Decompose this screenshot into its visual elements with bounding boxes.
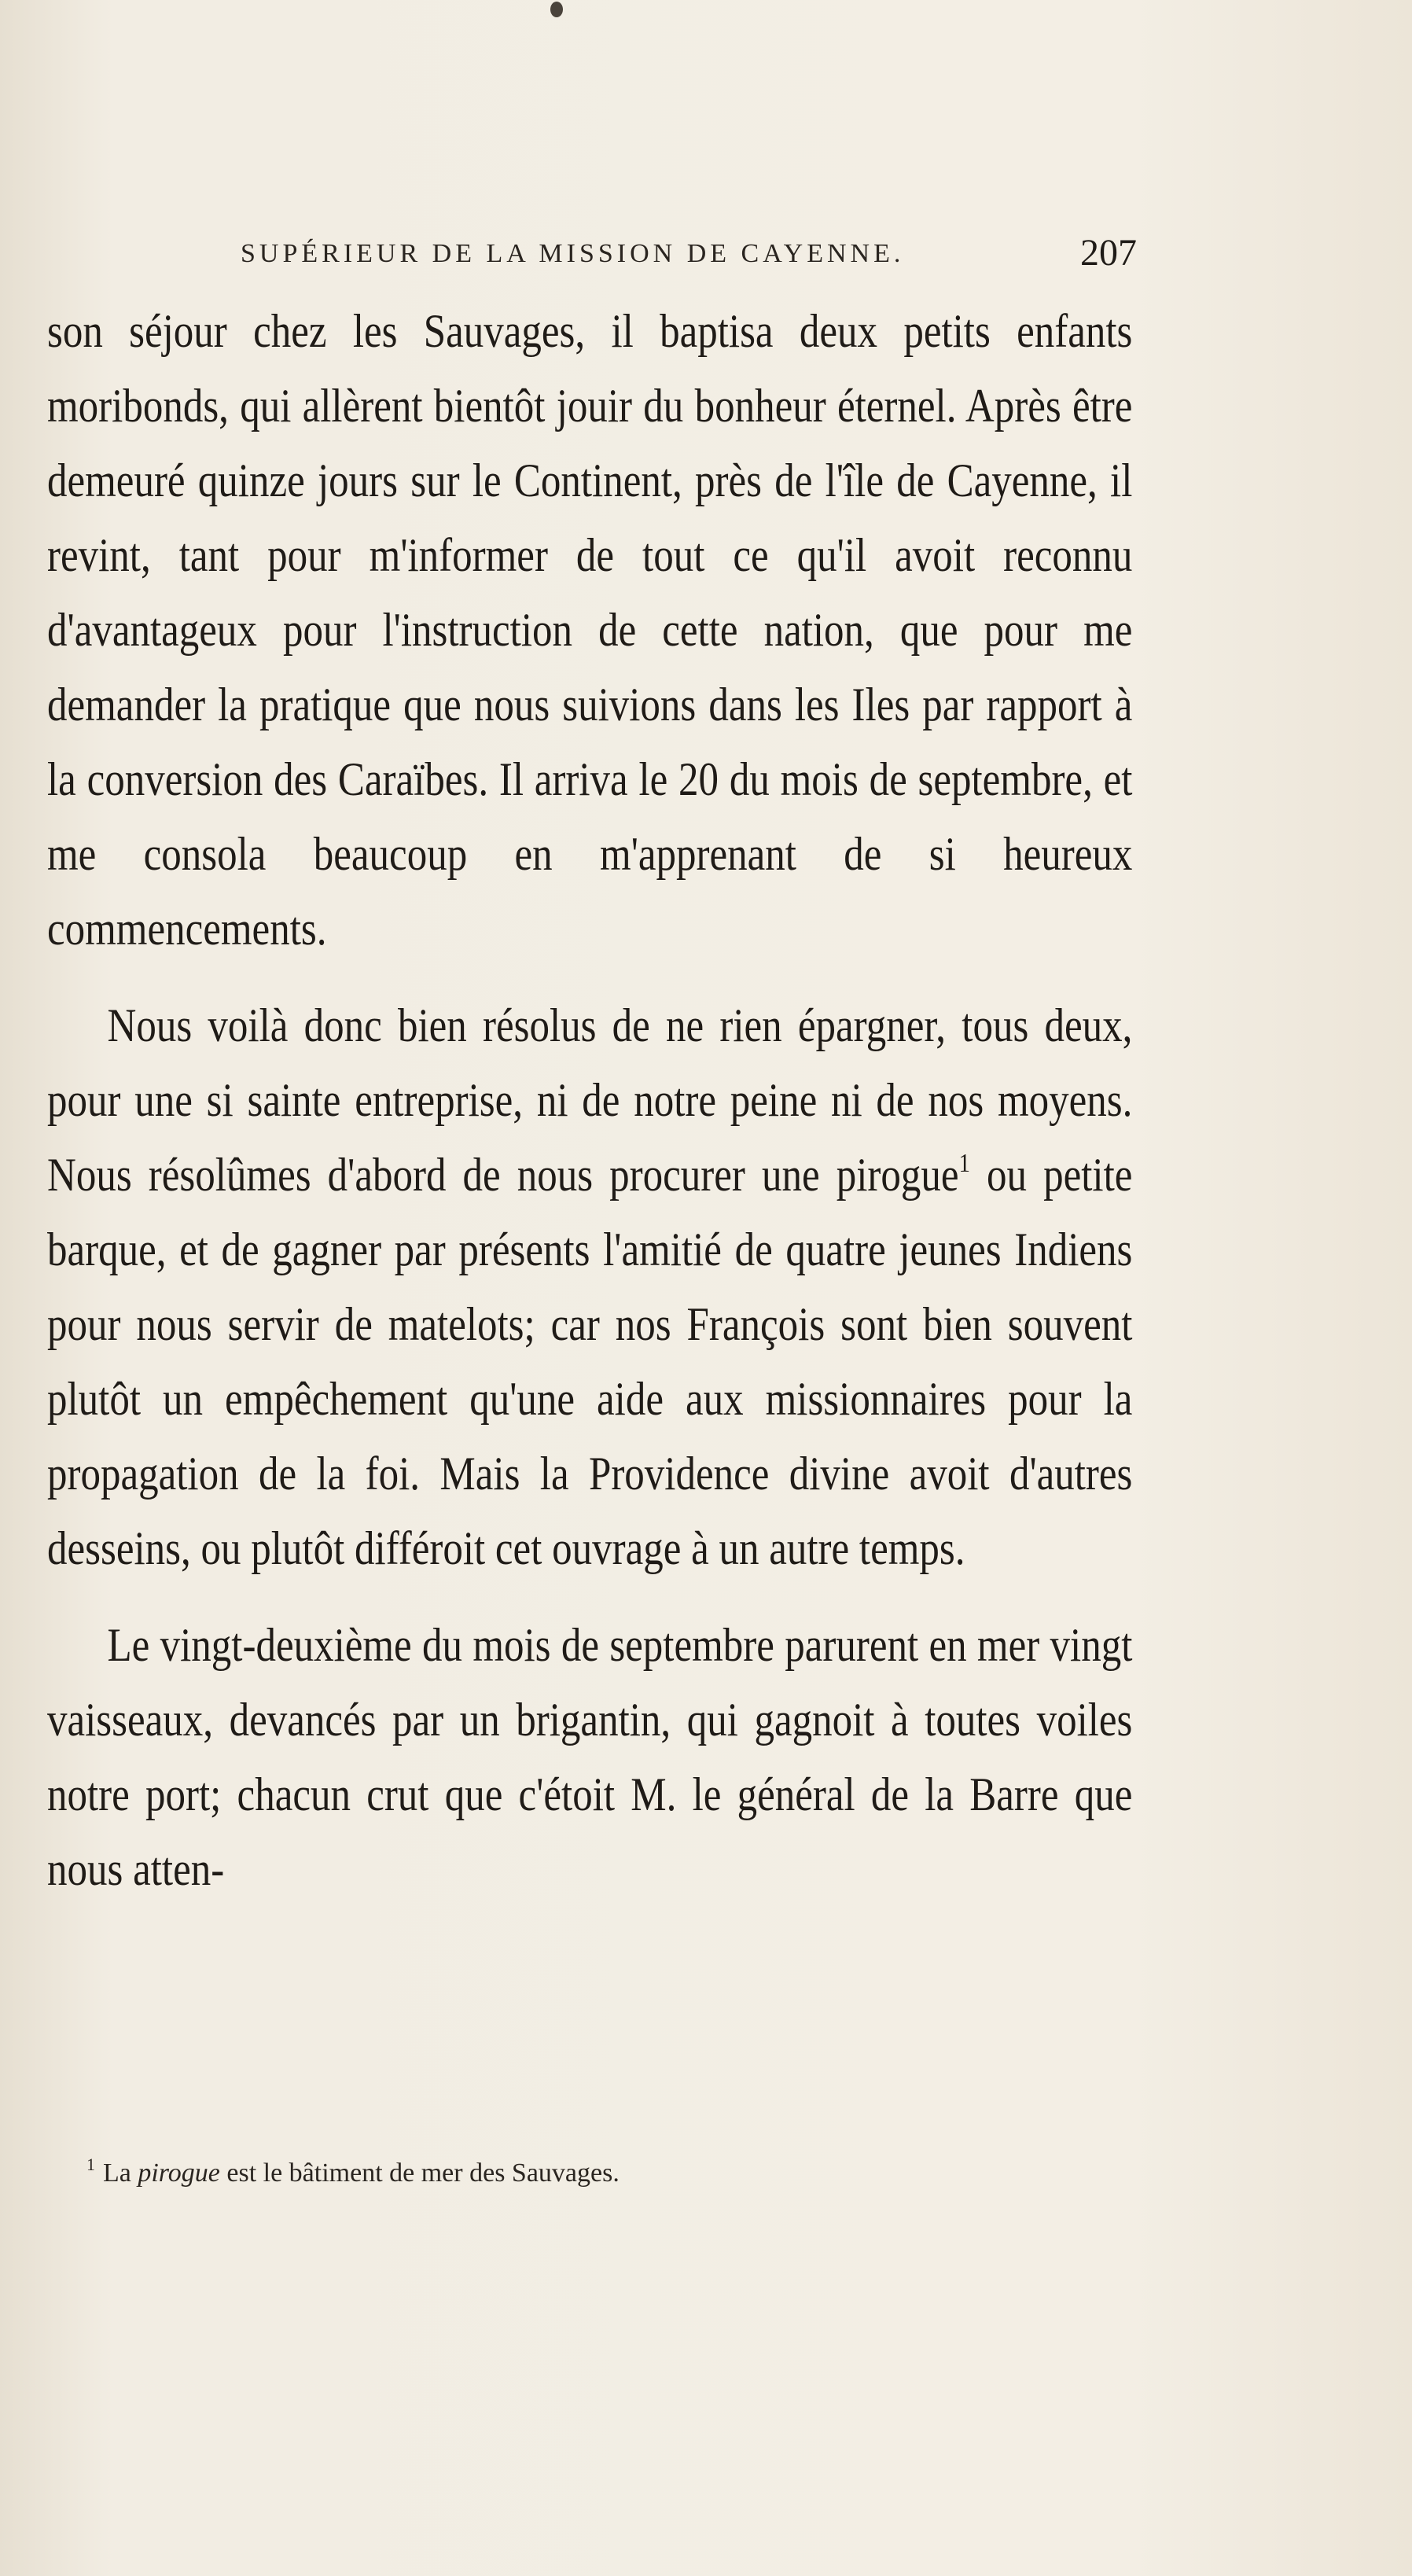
- paragraph-2-continuation: ou petite barque, et de gagner par présents l'amitié de quatre jeunes Indiens pour nous servir de matelots; car nos François sont bien souvent plutôt un empêchement qu'une aide aux missionnaires pour la propagation de la foi. Mais la Providence divine avoit d'autres desseins, ou plutôt différoit cet ouvrage à un autre temps.: [47, 1149, 1133, 1574]
- body-text: [47, 294, 1132, 1907]
- running-title: SUPÉRIEUR DE LA MISSION DE CAYENNE.: [241, 239, 905, 268]
- footnote-reference: 1: [958, 1149, 970, 1178]
- paragraph-2: [47, 988, 1132, 1586]
- footnote-italic-word: pirogue: [138, 2158, 220, 2188]
- ink-speck: [550, 2, 563, 17]
- paragraph-3: Le vingt-deuxième du mois de septembre parurent en mer vingt vaisseaux, devancés par un brigantin, qui gagnoit à toutes voiles notre port; chacun crut que c'étoit M. le général de la Barre que nous atten-: [47, 1619, 1133, 1895]
- footnote-prefix: La: [103, 2158, 131, 2188]
- footnote: [86, 2155, 1109, 2188]
- page-number: 207: [1080, 232, 1137, 274]
- footnote-marker: 1: [86, 2155, 95, 2174]
- paragraph-1: son séjour chez les Sauvages, il baptisa deux petits enfants moribonds, qui allèrent bientôt jouir du bonheur éternel. Après être demeuré quinze jours sur le Continent, près de l'île de Cayenne, il revint, tant pour m'informer de tout ce qu'il avoit reconnu d'avantageux pour l'instruction de cette nation, que pour me demander la pratique que nous suivions dans les Iles par rapport à la conversion des Caraïbes. Il arriva le 20 du mois de septembre, et me consola beaucoup en m'apprenant de si heureux commencements.: [47, 305, 1133, 955]
- page-header: [241, 232, 1137, 283]
- footnote-text: est le bâtiment de mer des Sauvages.: [226, 2158, 620, 2188]
- paragraph-2-text: Nous voilà donc bien résolus de ne rien épargner, tous deux, pour une si sainte entreprise, ni de notre peine ni de nos moyens. Nous résolûmes d'abord de nous procurer une pirogue: [47, 999, 1133, 1201]
